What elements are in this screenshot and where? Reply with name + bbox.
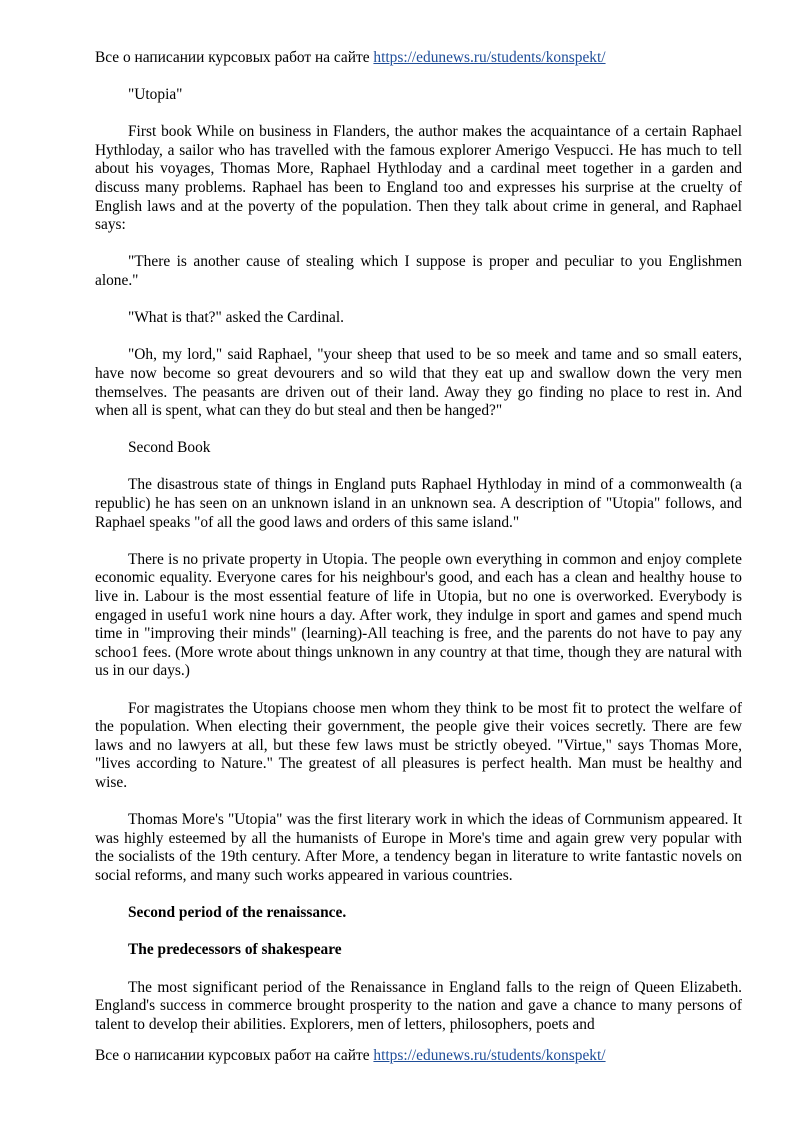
- paragraph: "What is that?" asked the Cardinal.: [128, 309, 344, 327]
- page-header: [95, 49, 606, 67]
- subsection-title: Second Book: [128, 439, 211, 457]
- paragraph: First book While on business in Flanders, the author makes the acquaintance of a certain Raphael Hythloday, a sailor who has travelled with the famous explorer Amerigo Vespucci. He has much to tell about his voyages, Thomas More, Raphael Hythloday and a cardinal meet together in a garden and discuss many problems. Raphael has been to England too and expresses his surprise at the cruelty of English laws and at the poverty of the population. Then they talk about crime in general, and Raphael says:: [95, 123, 742, 234]
- paragraph: "Oh, my lord," said Raphael, "your sheep that used to be so meek and tame and so small eaters, have now become so great devourers and so wild that they eat up and swallow down the very men themselves. The peasants are driven out of their land. Away they go finding no place to rest in. And when all is spent, what can they do but steal and then be hanged?": [95, 346, 742, 420]
- paragraph: "There is another cause of stealing which I suppose is proper and peculiar to you Englishmen alone.": [95, 253, 742, 289]
- footer-link[interactable]: https://edunews.ru/students/konspekt/: [373, 1047, 606, 1064]
- section-heading: The predecessors of shakespeare: [128, 941, 342, 959]
- paragraph: There is no private property in Utopia. The people own everything in common and enjoy complete economic equality. Everyone cares for his neighbour's good, and each has a clean and healthy house to live in. Labour is the most essential feature of life in Utopia, but no one is overworked. Everybody is engaged in usefu1 work nine hours a day. After work, they indulge in sport and games and spend much time in "improving their minds" (learning)-All teaching is free, and the parents do not have to pay any schoo1 fees. (More wrote about things unknown in any country at that time, though they are natural with us in our days.): [95, 550, 742, 680]
- section-heading: Second period of the renaissance.: [128, 904, 347, 922]
- section-title: "Utopia": [128, 86, 183, 103]
- paragraph: Thomas More's "Utopia" was the first literary work in which the ideas of Cornmunism appeared. It was highly esteemed by all the humanists of Europe in More's time and again grew very popular with the socialists of the 19th century. After More, a tendency began in literature to write fantastic novels on social reforms, and many such works appeared in various countries.: [95, 811, 742, 884]
- header-text: Все о написании курсовых работ на сайте: [95, 49, 370, 66]
- page-footer: [95, 1047, 606, 1065]
- document-body: [95, 86, 742, 1034]
- paragraph: For magistrates the Utopians choose men whom they think to be most fit to protect the welfare of the population. When electing their government, the people give their voices secretly. There are few laws and no lawyers at all, but these few laws must be strictly obeyed. "Virtue," says Thomas More, "lives according to Nature." The greatest of all pleasures is perfect health. Man must be healthy and wise.: [95, 699, 742, 791]
- footer-text: Все о написании курсовых работ на сайте: [95, 1047, 370, 1064]
- header-link[interactable]: https://edunews.ru/students/konspekt/: [373, 49, 606, 66]
- paragraph: The disastrous state of things in England puts Raphael Hythloday in mind of a commonwealth (a republic) he has seen on an unknown island in an unknown sea. A description of "Utopia" follows, and Raphael speaks "of all the good laws and orders of this same island.": [95, 476, 742, 531]
- paragraph: The most significant period of the Renaissance in England falls to the reign of Queen Elizabeth. England's success in commerce brought prosperity to the nation and gave a chance to many persons of talent to develop their abilities. Explorers, men of letters, philosophers, poets and: [95, 978, 742, 1033]
